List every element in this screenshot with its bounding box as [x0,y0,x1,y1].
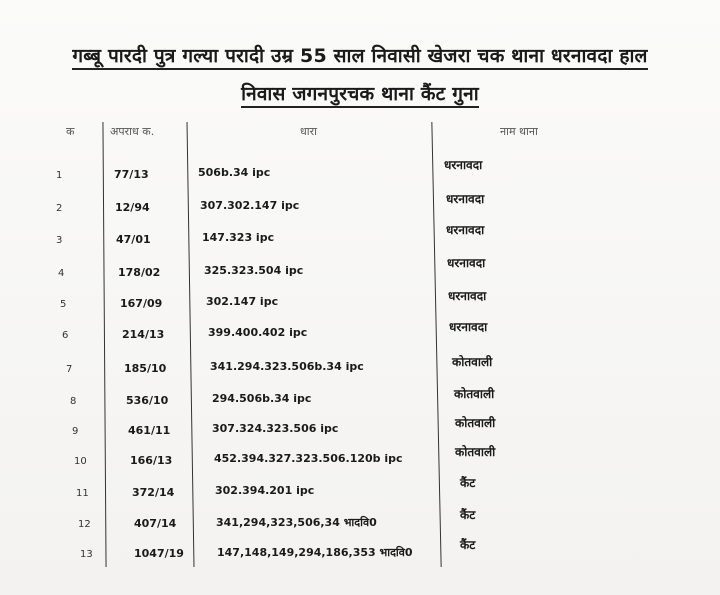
header-serial: क [66,125,75,138]
title-line-2-text: निवास जगनपुरचक थाना कैंट गुना [241,83,479,108]
cell-case: 214/13 [122,328,165,341]
table-row [0,387,720,420]
cell-section: 294.506b.34 ipc [212,392,312,405]
table-row [0,223,720,259]
cell-section: 325.323.504 ipc [204,264,304,277]
cell-case: 12/94 [115,201,150,214]
cell-sr: 10 [74,456,87,467]
table-row [0,445,720,480]
table-row [0,508,720,543]
cell-sr: 8 [70,396,77,407]
table-row [0,538,720,573]
cell-sr: 5 [60,299,67,310]
table-row [0,192,720,227]
cell-section: 307.302.147 ipc [200,199,300,212]
cell-section: 506b.34 ipc [198,166,271,179]
title-line-1-text: गब्बू पारदी पुत्र गल्या परादी उम्र 55 साल निवासी खेजरा चक थाना धरनावदा हाल [72,45,647,70]
cell-section: 302.394.201 ipc [215,484,315,497]
cell-station: कोतवाली [455,416,496,430]
cell-station: कैंट [460,538,476,552]
table-row [0,289,720,323]
cell-case: 536/10 [126,394,169,407]
cell-station: धरनावदा [446,192,485,206]
cell-case: 461/11 [128,424,171,437]
header-case-number: अपराध क. [110,125,155,138]
cell-section: 452.394.327.323.506.120b ipc [214,452,403,465]
cell-station: धरनावदा [448,289,487,303]
table-row [0,158,720,194]
cell-section: 147,148,149,294,186,353 भादवि0 [217,546,413,559]
cell-case: 166/13 [130,454,173,467]
cell-case: 77/13 [114,168,149,181]
cell-station: कोतवाली [452,355,493,369]
cell-case: 1047/19 [134,547,184,560]
cell-sr: 13 [80,549,93,560]
cell-sr: 2 [56,203,63,214]
cell-case: 47/01 [116,233,151,246]
cell-station: कैंट [460,508,476,522]
cell-case: 185/10 [124,362,167,375]
cell-sr: 6 [62,330,69,341]
cell-section: 147.323 ipc [202,231,275,244]
header-station: नाम थाना [500,125,538,138]
cell-sr: 12 [78,519,91,530]
table-row [0,320,720,354]
cell-section: 399.400.402 ipc [208,326,308,339]
table-row [0,256,720,292]
cell-sr: 4 [58,268,65,279]
cell-section: 341,294,323,506,34 भादवि0 [216,516,377,529]
cell-station: धरनावदा [447,256,486,270]
cell-station: धरनावदा [446,223,485,237]
cell-station: धरनावदा [449,320,488,334]
cell-section: 341.294.323.506b.34 ipc [210,360,364,373]
cell-case: 372/14 [132,486,175,499]
cell-station: धरनावदा [444,158,483,172]
cell-sr: 9 [72,426,79,437]
document-title-line-1 [0,42,720,68]
cell-case: 178/02 [118,266,161,279]
cell-section: 302.147 ipc [206,295,279,308]
table-row [0,476,720,512]
table-row [0,416,720,450]
header-section: धारा [300,125,317,138]
document-title-line-2 [0,80,720,106]
cell-section: 307.324.323.506 ipc [212,422,339,435]
cell-station: कोतवाली [455,445,496,459]
cell-station: कोतवाली [454,387,495,401]
table-row [0,355,720,388]
cell-sr: 3 [56,235,63,246]
cell-sr: 7 [66,364,73,375]
cell-sr: 11 [76,488,89,499]
cell-sr: 1 [56,170,63,181]
cell-case: 167/09 [120,297,163,310]
cell-case: 407/14 [134,517,177,530]
cell-station: कैंट [460,476,476,490]
